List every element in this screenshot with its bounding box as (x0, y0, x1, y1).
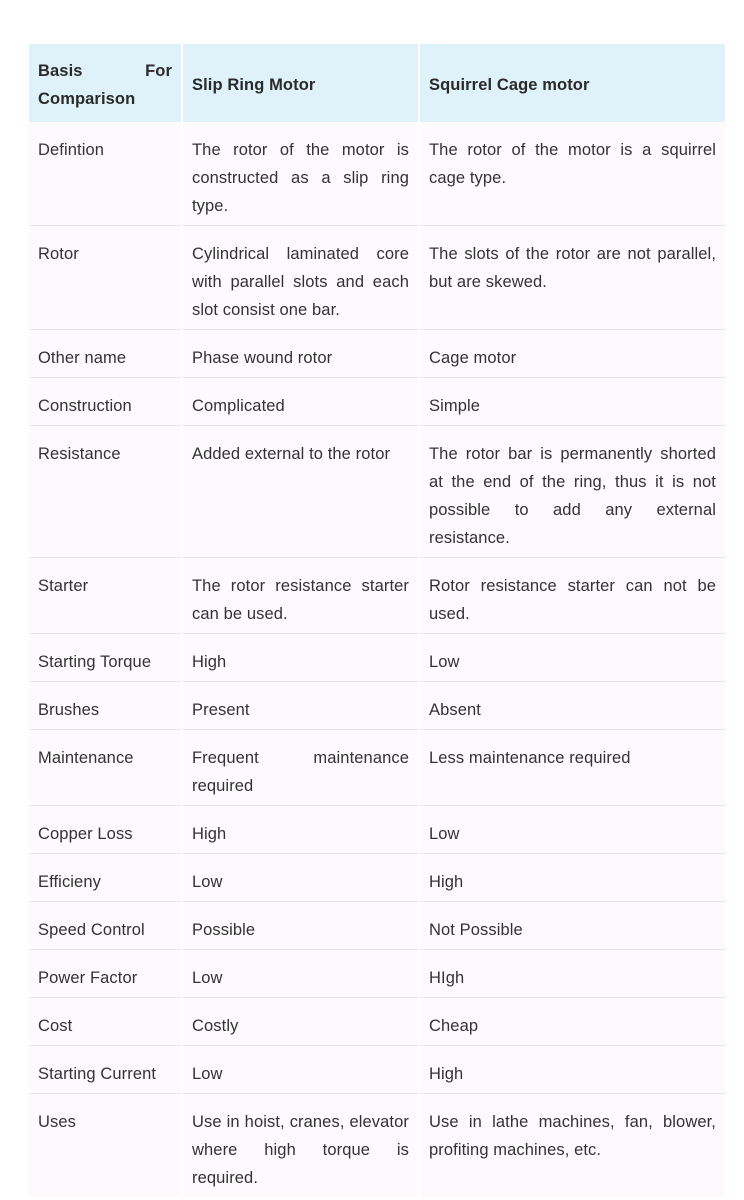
header-comparison-word: Comparison (38, 90, 136, 108)
table-row (29, 950, 725, 998)
cell-squirrel-cage: Absent (419, 682, 725, 730)
cell-basis: Efficieny (29, 854, 182, 902)
cell-slip-ring: Low (182, 1046, 419, 1094)
cell-basis: Resistance (29, 426, 182, 558)
header-slip-ring: Slip Ring Motor (182, 44, 419, 122)
table-body (29, 122, 725, 1197)
table-row (29, 854, 725, 902)
cell-squirrel-cage: Cheap (419, 998, 725, 1046)
cell-slip-ring: Possible (182, 902, 419, 950)
cell-squirrel-cage: High (419, 854, 725, 902)
table-row (29, 558, 725, 634)
cell-basis: Speed Control (29, 902, 182, 950)
table-row (29, 634, 725, 682)
cell-squirrel-cage: Use in lathe machines, fan, blower, profiting machines, etc. (419, 1094, 725, 1198)
cell-basis: Starting Current (29, 1046, 182, 1094)
cell-slip-ring: Cylindrical laminated core with parallel slots and each slot consist one bar. (182, 226, 419, 330)
cell-slip-ring: Complicated (182, 378, 419, 426)
cell-squirrel-cage: Less maintenance required (419, 730, 725, 806)
cell-basis: Cost (29, 998, 182, 1046)
table-row (29, 1046, 725, 1094)
cell-slip-ring: High (182, 806, 419, 854)
table-row (29, 122, 725, 226)
table-row (29, 902, 725, 950)
table-row (29, 998, 725, 1046)
header-for-word: For (145, 62, 172, 80)
table-row (29, 1094, 725, 1198)
cell-basis: Maintenance (29, 730, 182, 806)
table-row (29, 426, 725, 558)
cell-squirrel-cage: Low (419, 634, 725, 682)
cell-basis: Brushes (29, 682, 182, 730)
cell-squirrel-cage: Not Possible (419, 902, 725, 950)
cell-slip-ring: Present (182, 682, 419, 730)
cell-squirrel-cage: The slots of the rotor are not parallel, but are skewed. (419, 226, 725, 330)
cell-slip-ring: The rotor resistance starter can be used. (182, 558, 419, 634)
cell-basis: Power Factor (29, 950, 182, 998)
cell-basis: Starter (29, 558, 182, 634)
cell-basis: Starting Torque (29, 634, 182, 682)
cell-squirrel-cage: High (419, 1046, 725, 1094)
cell-basis: Uses (29, 1094, 182, 1198)
table-row (29, 330, 725, 378)
cell-squirrel-cage: The rotor bar is permanently shorted at the end of the ring, thus it is not possible to add any external resistance. (419, 426, 725, 558)
table-row (29, 226, 725, 330)
cell-slip-ring: Use in hoist, cranes, elevator where high torque is required. (182, 1094, 419, 1198)
header-basis (29, 44, 182, 122)
table-row (29, 730, 725, 806)
comparison-table (29, 44, 725, 1197)
cell-squirrel-cage: Rotor resistance starter can not be used. (419, 558, 725, 634)
table-header (29, 44, 725, 122)
header-basis-word: Basis (38, 62, 83, 80)
header-squirrel-cage: Squirrel Cage motor (419, 44, 725, 122)
cell-squirrel-cage: Cage motor (419, 330, 725, 378)
cell-slip-ring: Low (182, 950, 419, 998)
cell-squirrel-cage: HIgh (419, 950, 725, 998)
cell-slip-ring: The rotor of the motor is constructed as a slip ring type. (182, 122, 419, 226)
cell-slip-ring: Low (182, 854, 419, 902)
table-row (29, 806, 725, 854)
cell-basis: Defintion (29, 122, 182, 226)
cell-slip-ring: Added external to the rotor (182, 426, 419, 558)
cell-basis: Rotor (29, 226, 182, 330)
cell-basis: Other name (29, 330, 182, 378)
cell-basis: Copper Loss (29, 806, 182, 854)
header-row (29, 44, 725, 122)
cell-slip-ring: Costly (182, 998, 419, 1046)
comparison-table-container (29, 44, 725, 1197)
cell-slip-ring: Phase wound rotor (182, 330, 419, 378)
cell-slip-ring: Frequent maintenance required (182, 730, 419, 806)
table-row (29, 378, 725, 426)
cell-slip-ring: High (182, 634, 419, 682)
cell-basis: Construction (29, 378, 182, 426)
cell-squirrel-cage: Low (419, 806, 725, 854)
cell-squirrel-cage: Simple (419, 378, 725, 426)
table-row (29, 682, 725, 730)
cell-squirrel-cage: The rotor of the motor is a squirrel cage type. (419, 122, 725, 226)
